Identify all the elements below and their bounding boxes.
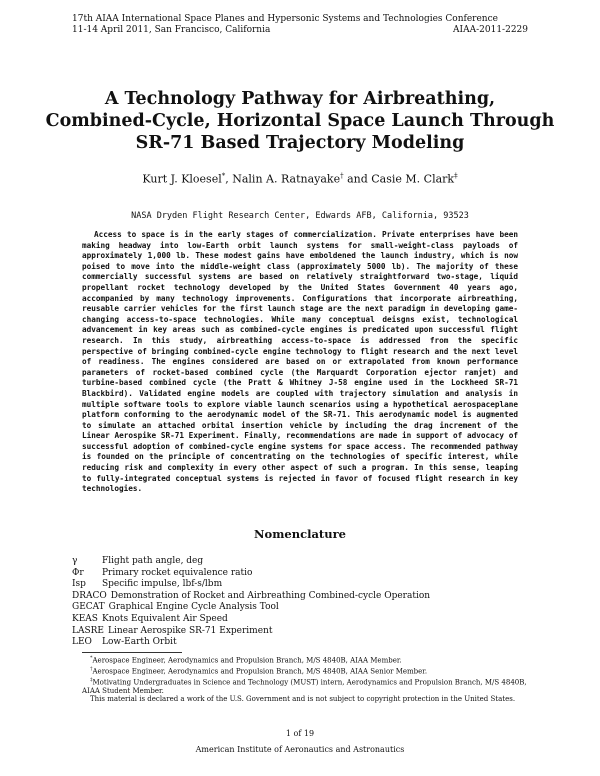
conference-header [72, 14, 528, 36]
nomenclature-row [72, 556, 532, 568]
nomenclature-row [72, 626, 532, 638]
nomenclature-row [72, 579, 532, 591]
footnote-2 [82, 665, 532, 676]
nomenclature-definition: Knots Equivalent Air Speed [101, 613, 228, 624]
nomenclature-definition: Linear Aerospike SR-71 Experiment [108, 625, 273, 636]
author-2-mark: † [340, 172, 344, 180]
nomenclature-definition: Demonstration of Rocket and Airbreathing Combined-cycle Operation [110, 590, 431, 601]
title-line-1: A Technology Pathway for Airbreathing, [104, 89, 496, 109]
footnote-1-mark: * [90, 655, 93, 661]
paper-title [40, 88, 560, 154]
author-1: Kurt J. Kloesel [142, 172, 222, 186]
nomenclature-row [72, 637, 532, 649]
title-line-2: Combined-Cycle, Horizontal Space Launch Through [45, 111, 555, 131]
nomenclature-definition: Low-Earth Orbit [102, 637, 177, 648]
nomenclature-row [72, 568, 532, 580]
nomenclature-symbol: LASRE [72, 625, 104, 636]
author-list: Kurt J. Kloesel*, Nalin A. Ratnayake† and Casie M. Clark‡ [142, 172, 458, 186]
author-3-mark: ‡ [454, 172, 458, 180]
nomenclature-symbol: LEO [72, 637, 92, 648]
copyright-note: This material is declared a work of the U.S. Government and is not subject to copyright protection in the United States. [90, 695, 516, 704]
nomenclature-row [72, 602, 532, 614]
nomenclature-symbol: DRACO [72, 590, 107, 601]
footnote-3-mark: ‡ [90, 676, 93, 683]
page-number: 1 of 19 [285, 729, 315, 738]
author-2: Nalin A. Ratnayake [232, 172, 341, 186]
paper-number: AIAA-2011-2229 [453, 25, 528, 35]
nomenclature-list [72, 556, 532, 649]
nomenclature-definition: Specific impulse, lbf-s/lbm [102, 579, 223, 590]
author-1-mark: * [221, 172, 226, 180]
footnotes [82, 654, 532, 704]
footnote-3 [82, 676, 532, 696]
footnote-rule [82, 652, 182, 653]
nomenclature-symbol: GECAT [72, 602, 105, 613]
nomenclature-definition: Primary rocket equivalence ratio [102, 567, 253, 578]
nomenclature-definition: Flight path angle, deg [102, 556, 204, 566]
nomenclature-definition: Graphical Engine Cycle Analysis Tool [108, 602, 279, 613]
nomenclature-heading: Nomenclature [254, 527, 346, 541]
author-3: Casie M. Clark [371, 172, 455, 186]
footnote-2-mark: † [90, 665, 93, 672]
affiliation: NASA Dryden Flight Research Center, Edwards AFB, California, 93523 [131, 211, 469, 221]
nomenclature-symbol: KEAS [72, 613, 98, 624]
conference-name: 17th AIAA International Space Planes and Hypersonic Systems and Technologies Conference [72, 14, 498, 24]
abstract: Access to space is in the early stages of commercialization. Private enterprises have been making headway into low-Earth orbit launch systems for small-weight-class payloads of approximately 1,000 lb. These modest gains have emboldened the launch industry, which is now poised to move into the middle-weight class (approximately 5000 lb). The majority of these commercially successful systems are based on relatively straightforward two-stage, liquid propellant rocket technology developed by the United States Government 40 years ago, accompanied by many technology improvements. Configurations that incorporate airbreathing, reusable carrier vehicles for the first launch stage are the next paradigm in developing game-changing access-to-space technologies. While many conceptual deisgns exist, technological advancement in key areas such as combined-cycle engines is predicated upon successful flight research. In this study, airbreathing access-to-space is addressed from the specific perspective of bringing combined-cycle engine technology to flight research and the next level of readiness. The engines considered are based on or extrapolated from known performance parameters of rocket-based combined cycle (the Marquardt Corporation ejector ramjet) and turbine-based combined cycle (the Pratt & Whitney J-58 engine used in the Lockheed SR-71 Blackbird). Validated engine models are coupled with trajectory simulation and analysis in multiple software tools to explore viable launch scenarios using a hypothetical aerospaceplane platform conforming to the aerodynamic model of the SR-71. This aerodynamic model is augmented to simulate an attached orbital insertion vehicle by including the drag increment of the Linear Aerospike SR-71 Experiment. Finally, recommendations are made in support of advocacy of successful adoption of combined-cycle engine systems for space access. The recommended pathway is founded on the principle of concentrating on the technologies of specific interest, while reducing risk and complexity in every other aspect of such a program. In this sense, leaping to fully-integrated conceptual systems is rejected in favor of focused flight research in key technologies. [82, 230, 518, 494]
conference-dates: 11-14 April 2011, San Francisco, California [72, 25, 271, 35]
footnote-2-text: Aerospace Engineer, Aerodynamics and Propulsion Branch, M/S 4840B, AIAA Senior Member. [92, 667, 428, 676]
nomenclature-symbol: γ [72, 556, 78, 566]
footnote-1-text: Aerospace Engineer, Aerodynamics and Propulsion Branch, M/S 4840B, AIAA Member. [92, 656, 402, 665]
publisher-footer: American Institute of Aeronautics and Astronautics [195, 745, 405, 754]
footnote-1 [82, 654, 532, 665]
nomenclature-symbol: Isp [72, 579, 86, 590]
nomenclature-row [72, 591, 532, 603]
footnote-3-text: Motivating Undergraduates in Science and Technology (MUST) intern, Aerodynamics and Propulsion Branch, M/S 4840B, AIAA Student Member. [82, 678, 527, 695]
nomenclature-row [72, 614, 532, 626]
nomenclature-symbol: Φr [72, 567, 84, 578]
title-line-3: SR-71 Based Trajectory Modeling [135, 133, 465, 153]
